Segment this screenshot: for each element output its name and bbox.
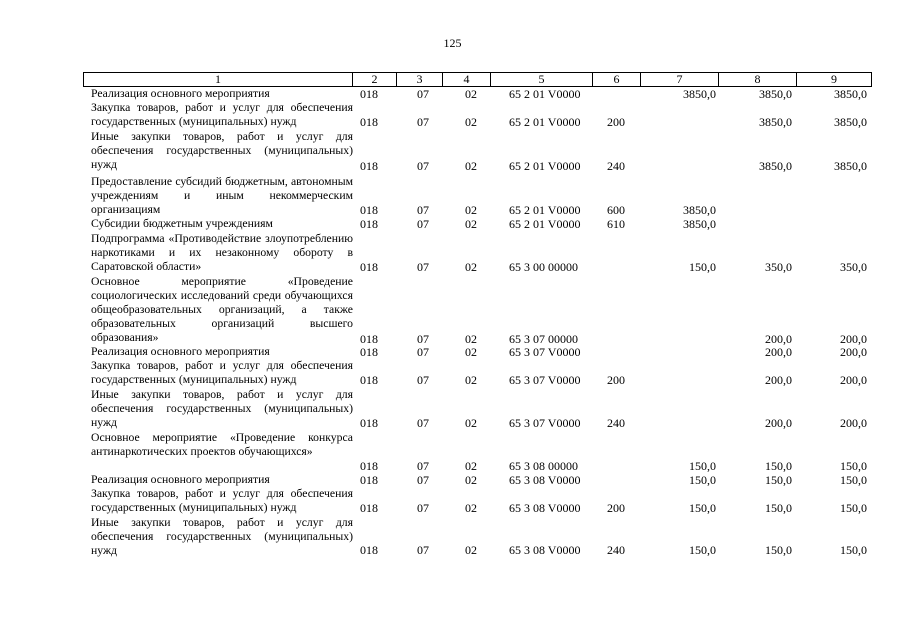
cell-subsection: 02 xyxy=(465,203,477,217)
cell-ministry: 018 xyxy=(360,87,378,101)
cell-section: 07 xyxy=(417,416,429,430)
cell-amount-year2: 150,0 xyxy=(765,543,792,557)
cell-subsection: 02 xyxy=(465,345,477,359)
row-description: Закупка товаров, работ и услуг для обеспечения государственных (муниципальных) нужд xyxy=(91,359,353,386)
cell-amount-year1: 3850,0 xyxy=(683,203,716,217)
cell-subsection: 02 xyxy=(465,473,477,487)
cell-subsection: 02 xyxy=(465,87,477,101)
header-col-2: 2 xyxy=(371,72,378,86)
cell-section: 07 xyxy=(417,159,429,173)
cell-target-article: 65 2 01 V0000 xyxy=(509,159,581,173)
cell-amount-year1: 150,0 xyxy=(689,543,716,557)
cell-amount-year1: 3850,0 xyxy=(683,217,716,231)
cell-expense-type: 610 xyxy=(607,217,625,231)
cell-target-article: 65 3 08 V0000 xyxy=(509,501,581,515)
cell-ministry: 018 xyxy=(360,217,378,231)
cell-amount-year2: 150,0 xyxy=(765,501,792,515)
cell-target-article: 65 2 01 V0000 xyxy=(509,87,581,101)
cell-subsection: 02 xyxy=(465,159,477,173)
cell-expense-type: 240 xyxy=(607,543,625,557)
cell-target-article: 65 2 01 V0000 xyxy=(509,217,581,231)
cell-ministry: 018 xyxy=(360,373,378,387)
cell-target-article: 65 2 01 V0000 xyxy=(509,115,581,129)
cell-ministry: 018 xyxy=(360,332,378,346)
cell-amount-year1: 150,0 xyxy=(689,473,716,487)
cell-section: 07 xyxy=(417,332,429,346)
cell-amount-year3: 200,0 xyxy=(840,416,867,430)
cell-ministry: 018 xyxy=(360,260,378,274)
row-description: Реализация основного мероприятия xyxy=(91,473,270,486)
cell-amount-year1: 150,0 xyxy=(689,459,716,473)
row-description: Закупка товаров, работ и услуг для обеспечения государственных (муниципальных) нужд xyxy=(91,487,353,514)
cell-expense-type: 600 xyxy=(607,203,625,217)
header-col-5: 5 xyxy=(538,72,545,86)
cell-target-article: 65 3 07 V0000 xyxy=(509,373,581,387)
header-col-6: 6 xyxy=(613,72,620,86)
cell-subsection: 02 xyxy=(465,459,477,473)
cell-amount-year3: 3850,0 xyxy=(834,115,867,129)
row-description: Иные закупки товаров, работ и услуг для обеспечения государственных (муниципальных) нужд xyxy=(91,130,353,171)
cell-target-article: 65 3 07 V0000 xyxy=(509,345,581,359)
cell-subsection: 02 xyxy=(465,373,477,387)
cell-section: 07 xyxy=(417,260,429,274)
cell-section: 07 xyxy=(417,373,429,387)
cell-amount-year3: 150,0 xyxy=(840,501,867,515)
row-description: Основное мероприятие «Проведение конкурса антинаркотических проектов обучающихся» xyxy=(91,431,353,458)
cell-amount-year1: 3850,0 xyxy=(683,87,716,101)
cell-subsection: 02 xyxy=(465,217,477,231)
header-col-3: 3 xyxy=(416,72,423,86)
cell-amount-year2: 150,0 xyxy=(765,459,792,473)
cell-section: 07 xyxy=(417,115,429,129)
page-number: 125 xyxy=(443,36,462,50)
cell-section: 07 xyxy=(417,87,429,101)
row-description: Реализация основного мероприятия xyxy=(91,345,270,358)
cell-ministry: 018 xyxy=(360,203,378,217)
row-description: Иные закупки товаров, работ и услуг для обеспечения государственных (муниципальных) нужд xyxy=(91,516,353,557)
cell-amount-year3: 150,0 xyxy=(840,473,867,487)
cell-ministry: 018 xyxy=(360,459,378,473)
cell-section: 07 xyxy=(417,543,429,557)
cell-target-article: 65 3 07 00000 xyxy=(509,332,578,346)
row-description: Иные закупки товаров, работ и услуг для обеспечения государственных (муниципальных) нужд xyxy=(91,388,353,429)
cell-amount-year3: 350,0 xyxy=(840,260,867,274)
cell-ministry: 018 xyxy=(360,416,378,430)
cell-expense-type: 240 xyxy=(607,159,625,173)
row-description: Подпрограмма «Противодействие злоупотреблению наркотиками и их незаконному обороту в Саратовской области» xyxy=(91,232,353,273)
cell-expense-type: 240 xyxy=(607,416,625,430)
cell-subsection: 02 xyxy=(465,501,477,515)
row-description: Предоставление субсидий бюджетным, автономным учреждениям и иным некоммерческим организациям xyxy=(91,175,353,216)
cell-subsection: 02 xyxy=(465,332,477,346)
cell-ministry: 018 xyxy=(360,115,378,129)
cell-section: 07 xyxy=(417,345,429,359)
cell-subsection: 02 xyxy=(465,543,477,557)
cell-section: 07 xyxy=(417,203,429,217)
cell-amount-year2: 200,0 xyxy=(765,332,792,346)
cell-ministry: 018 xyxy=(360,159,378,173)
cell-ministry: 018 xyxy=(360,473,378,487)
cell-subsection: 02 xyxy=(465,260,477,274)
cell-amount-year2: 200,0 xyxy=(765,373,792,387)
header-col-1: 1 xyxy=(215,72,221,86)
cell-target-article: 65 2 01 V0000 xyxy=(509,203,581,217)
cell-section: 07 xyxy=(417,459,429,473)
cell-amount-year2: 150,0 xyxy=(765,473,792,487)
cell-subsection: 02 xyxy=(465,115,477,129)
cell-subsection: 02 xyxy=(465,416,477,430)
cell-expense-type: 200 xyxy=(607,115,625,129)
row-description: Основное мероприятие «Проведение социологических исследований среди обучающихся общеобразовательных организаций, а также образовательных организаций высшего образования» xyxy=(91,275,353,344)
cell-amount-year3: 3850,0 xyxy=(834,87,867,101)
cell-expense-type: 200 xyxy=(607,501,625,515)
cell-amount-year1: 150,0 xyxy=(689,260,716,274)
cell-section: 07 xyxy=(417,473,429,487)
cell-expense-type: 200 xyxy=(607,373,625,387)
cell-target-article: 65 3 07 V0000 xyxy=(509,416,581,430)
cell-amount-year3: 200,0 xyxy=(840,332,867,346)
cell-amount-year2: 350,0 xyxy=(765,260,792,274)
cell-target-article: 65 3 00 00000 xyxy=(509,260,578,274)
cell-amount-year2: 3850,0 xyxy=(759,115,792,129)
cell-ministry: 018 xyxy=(360,501,378,515)
row-description: Субсидии бюджетным учреждениям xyxy=(91,217,273,230)
cell-amount-year3: 150,0 xyxy=(840,543,867,557)
cell-amount-year3: 150,0 xyxy=(840,459,867,473)
row-description: Реализация основного мероприятия xyxy=(91,87,270,100)
row-description: Закупка товаров, работ и услуг для обеспечения государственных (муниципальных) нужд xyxy=(91,101,353,128)
cell-amount-year2: 200,0 xyxy=(765,345,792,359)
cell-amount-year3: 3850,0 xyxy=(834,159,867,173)
cell-ministry: 018 xyxy=(360,543,378,557)
cell-target-article: 65 3 08 00000 xyxy=(509,459,578,473)
cell-amount-year2: 3850,0 xyxy=(759,87,792,101)
header-col-9: 9 xyxy=(831,72,837,86)
header-col-7: 7 xyxy=(676,72,683,86)
cell-amount-year3: 200,0 xyxy=(840,373,867,387)
cell-ministry: 018 xyxy=(360,345,378,359)
cell-target-article: 65 3 08 V0000 xyxy=(509,543,581,557)
cell-section: 07 xyxy=(417,501,429,515)
cell-target-article: 65 3 08 V0000 xyxy=(509,473,581,487)
header-col-4: 4 xyxy=(463,72,470,86)
header-col-8: 8 xyxy=(754,72,761,86)
cell-amount-year3: 200,0 xyxy=(840,345,867,359)
cell-amount-year2: 3850,0 xyxy=(759,159,792,173)
cell-amount-year1: 150,0 xyxy=(689,501,716,515)
cell-section: 07 xyxy=(417,217,429,231)
cell-amount-year2: 200,0 xyxy=(765,416,792,430)
